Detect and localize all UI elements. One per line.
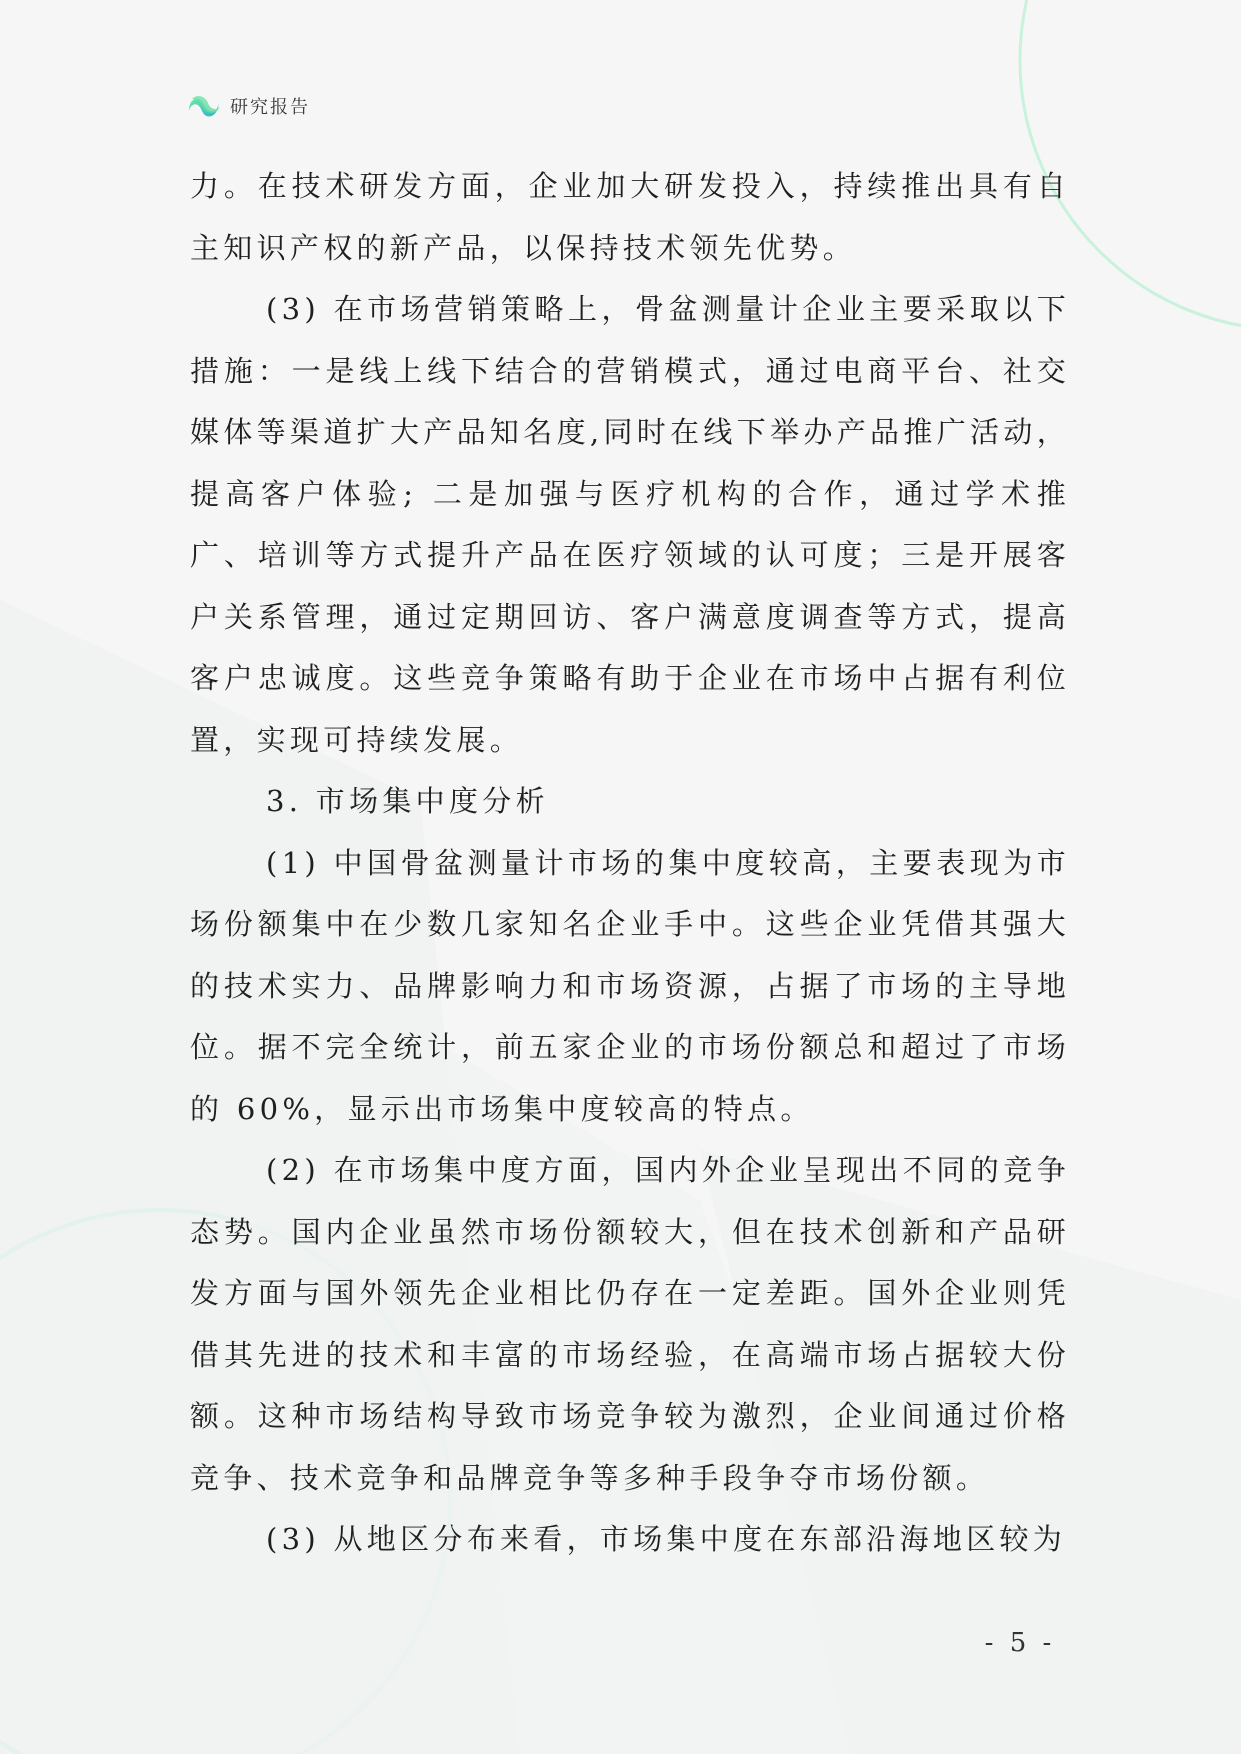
section-heading: 3. 市场集中度分析 (266, 784, 549, 818)
page-number: - 5 - (984, 1628, 1056, 1658)
header (186, 88, 310, 124)
paragraph: (3) 从地区分布来看，市场集中度在东部沿海地区较为 (266, 1522, 1067, 1556)
report-logo-icon (186, 91, 222, 121)
document-body (190, 156, 1070, 1571)
paragraph: (3) 在市场营销策略上，骨盆测量计企业主要采取以下措施：一是线上线下结合的营销模式，通过电商平台、社交媒体等渠道扩大产品知名度,同时在线下举办产品推广活动，提高客户体验; 二是加强与医疗机构的合作，通过学术推广、培训等方式提升产品在医疗领域的认可度；三是开展客户关系管理，通过定期回访、客户满意度调查等方式，提高客户忠诚度。这些竞争策略有助于企业在市场中占据有利位置，实现可持续发展。 (190, 292, 1070, 757)
header-title: 研究报告 (230, 97, 310, 118)
paragraph: (1) 中国骨盆测量计市场的集中度较高，主要表现为市场份额集中在少数几家知名企业手中。这些企业凭借其强大的技术实力、品牌影响力和市场资源，占据了市场的主导地位。据不完全统计，前五家企业的市场份额总和超过了市场的 60%，显示出市场集中度较高的特点。 (190, 845, 1070, 1126)
paragraph: (2) 在市场集中度方面，国内外企业呈现出不同的竞争态势。国内企业虽然市场份额较大，但在技术创新和产品研发方面与国外领先企业相比仍存在一定差距。国外企业则凭借其先进的技术和丰富的市场经验，在高端市场占据较大份额。这种市场结构导致市场竞争较为激烈，企业间通过价格竞争、技术竞争和品牌竞争等多种手段争夺市场份额。 (190, 1153, 1070, 1495)
paragraph: 力。在技术研发方面，企业加大研发投入，持续推出具有自主知识产权的新产品，以保持技术领先优势。 (190, 169, 1070, 265)
